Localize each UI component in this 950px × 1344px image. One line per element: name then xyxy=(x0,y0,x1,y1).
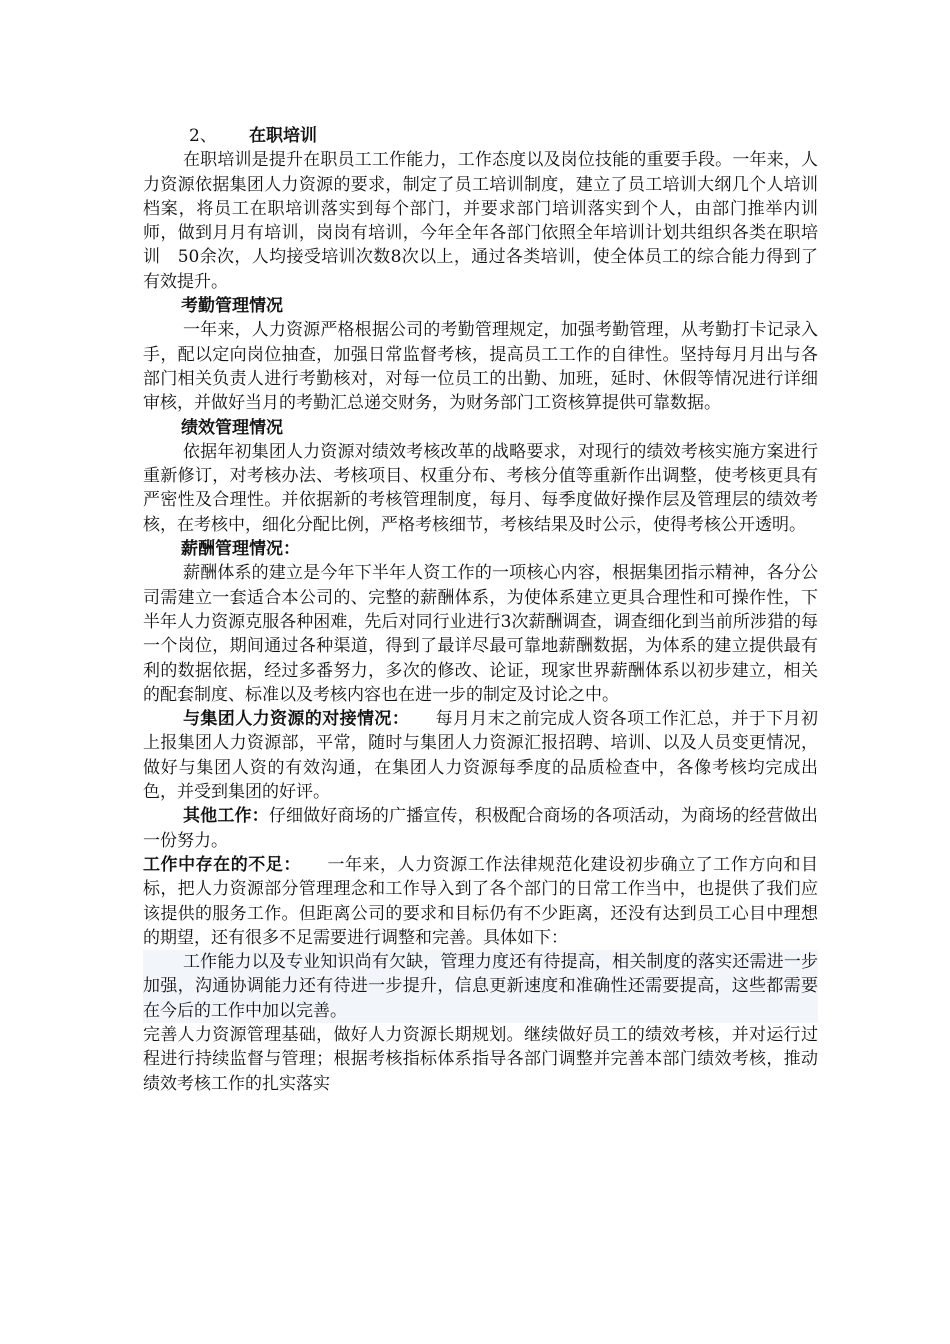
paragraph-salary: 薪酬体系的建立是今年下半年人资工作的一项核心内容，根据集团指示精神，各分公司需建立一套适合本公司的、完整的薪酬体系，为使体系建立更具合理性和可操作性，下半年人力资源克服各种困难，先后对同行业进行3次薪酬调查，调查细化到当前所涉猎的每一个岗位，期间通过各种渠道，得到了最详尽最可靠地薪酬数据，为体系的建立提供最有利的数据依据，经过多番努力，多次的修改、论证，现家世界薪酬体系以初步建立，相关的配套制度、标准以及考核内容也在进一步的制定及讨论之中。 xyxy=(143,563,818,705)
paragraph-group-liaison xyxy=(143,707,818,804)
paragraph-attendance: 一年来，人力资源严格根据公司的考勤管理规定，加强考勤管理，从考勤打卡记录入手，配以定向岗位抽查，加强日常监督考核，提高员工工作的自律性。坚持每月月出与各部门相关负责人进行考勤核对，对每一位员工的出勤、加班，延时、休假等情况进行详细审核，并做好当月的考勤汇总递交财务，为财务部门工资核算提供可靠数据。 xyxy=(143,320,818,414)
section-heading-salary: 薪酬管理情况： xyxy=(181,539,300,560)
paragraph-shortcomings xyxy=(143,853,818,950)
inline-heading-shortcomings: 工作中存在的不足： xyxy=(143,854,293,875)
paragraph-shortcomings-detail: 工作能力以及专业知识尚有欠缺，管理力度还有待提高，相关制度的落实还需进一步加强，沟通协调能力还有待进一步提升，信息更新速度和准确性还需要提高，这些都需要在今后的工作中加以完善。 xyxy=(143,950,818,1023)
inline-heading-other: 其他工作： xyxy=(183,806,269,827)
section-title: 在职培训 xyxy=(249,126,317,146)
inline-text-group-liaison: 每月月末之前完成人资各项工作汇总，并于下月初上报集团人力资源部，平常，随时与集团人力资源汇报招聘、培训、以及人员变更情况，做好与集团人资的有效沟通，在集团人力资源每季度的品质检查中，各像考核均完成出色，并受到集团的好评。 xyxy=(143,709,819,803)
inline-heading-group-liaison: 与集团人力资源的对接情况： xyxy=(183,709,401,730)
inline-text-other: 仔细做好商场的广播宣传，积极配合商场的各项活动，为商场的经营做出一份努力。 xyxy=(143,806,819,851)
paragraph-other xyxy=(143,804,818,853)
section-heading-training xyxy=(143,124,818,148)
inline-text-shortcomings: 一年来，人力资源工作法律规范化建设初步确立了工作方向和目标，把人力资源部分管理理念和工作导入到了各个部门的日常工作当中，也提供了我们应该提供的服务工作。但距离公司的要求和目标仍有不少距离，还没有达到员工心目中理想的期望，还有很多不足需要进行调整和完善。具体如下： xyxy=(143,854,819,948)
document-page xyxy=(143,124,818,1096)
paragraph-plan: 完善人力资源管理基础，做好人力资源长期规划。继续做好员工的绩效考核，并对运行过程进行持续监督与管理；根据考核指标体系指导各部门调整并完善本部门绩效考核，推动绩效考核工作的扎实落实 xyxy=(143,1024,818,1094)
section-heading-attendance: 考勤管理情况 xyxy=(181,296,283,317)
paragraph-training: 在职培训是提升在职员工工作能力，工作态度以及岗位技能的重要手段。一年来，人力资源依据集团人力资源的要求，制定了员工培训制度，建立了员工培训大纲几个人培训档案，将员工在职培训落实到每个部门，并要求部门培训落实到个人，由部门推举内训师，做到月月有培训，岗岗有培训，今年全年各部门依照全年培训计划共组织各类在职培训 50余次，人均接受培训次数8次以上，通过各类培训，使全体员工的综合能力得到了有效提升。 xyxy=(143,150,818,292)
section-number: 2、 xyxy=(189,126,217,146)
section-heading-performance: 绩效管理情况 xyxy=(181,417,283,438)
paragraph-performance: 依据年初集团人力资源对绩效考核改革的战略要求，对现行的绩效考核实施方案进行重新修订，对考核办法、考核项目、权重分布、考核分值等重新作出调整，使考核更具有严密性及合理性。并依据新的考核管理制度，每月、每季度做好操作层及管理层的绩效考核，在考核中，细化分配比例，严格考核细节，考核结果及时公示，使得考核公开透明。 xyxy=(143,441,818,535)
